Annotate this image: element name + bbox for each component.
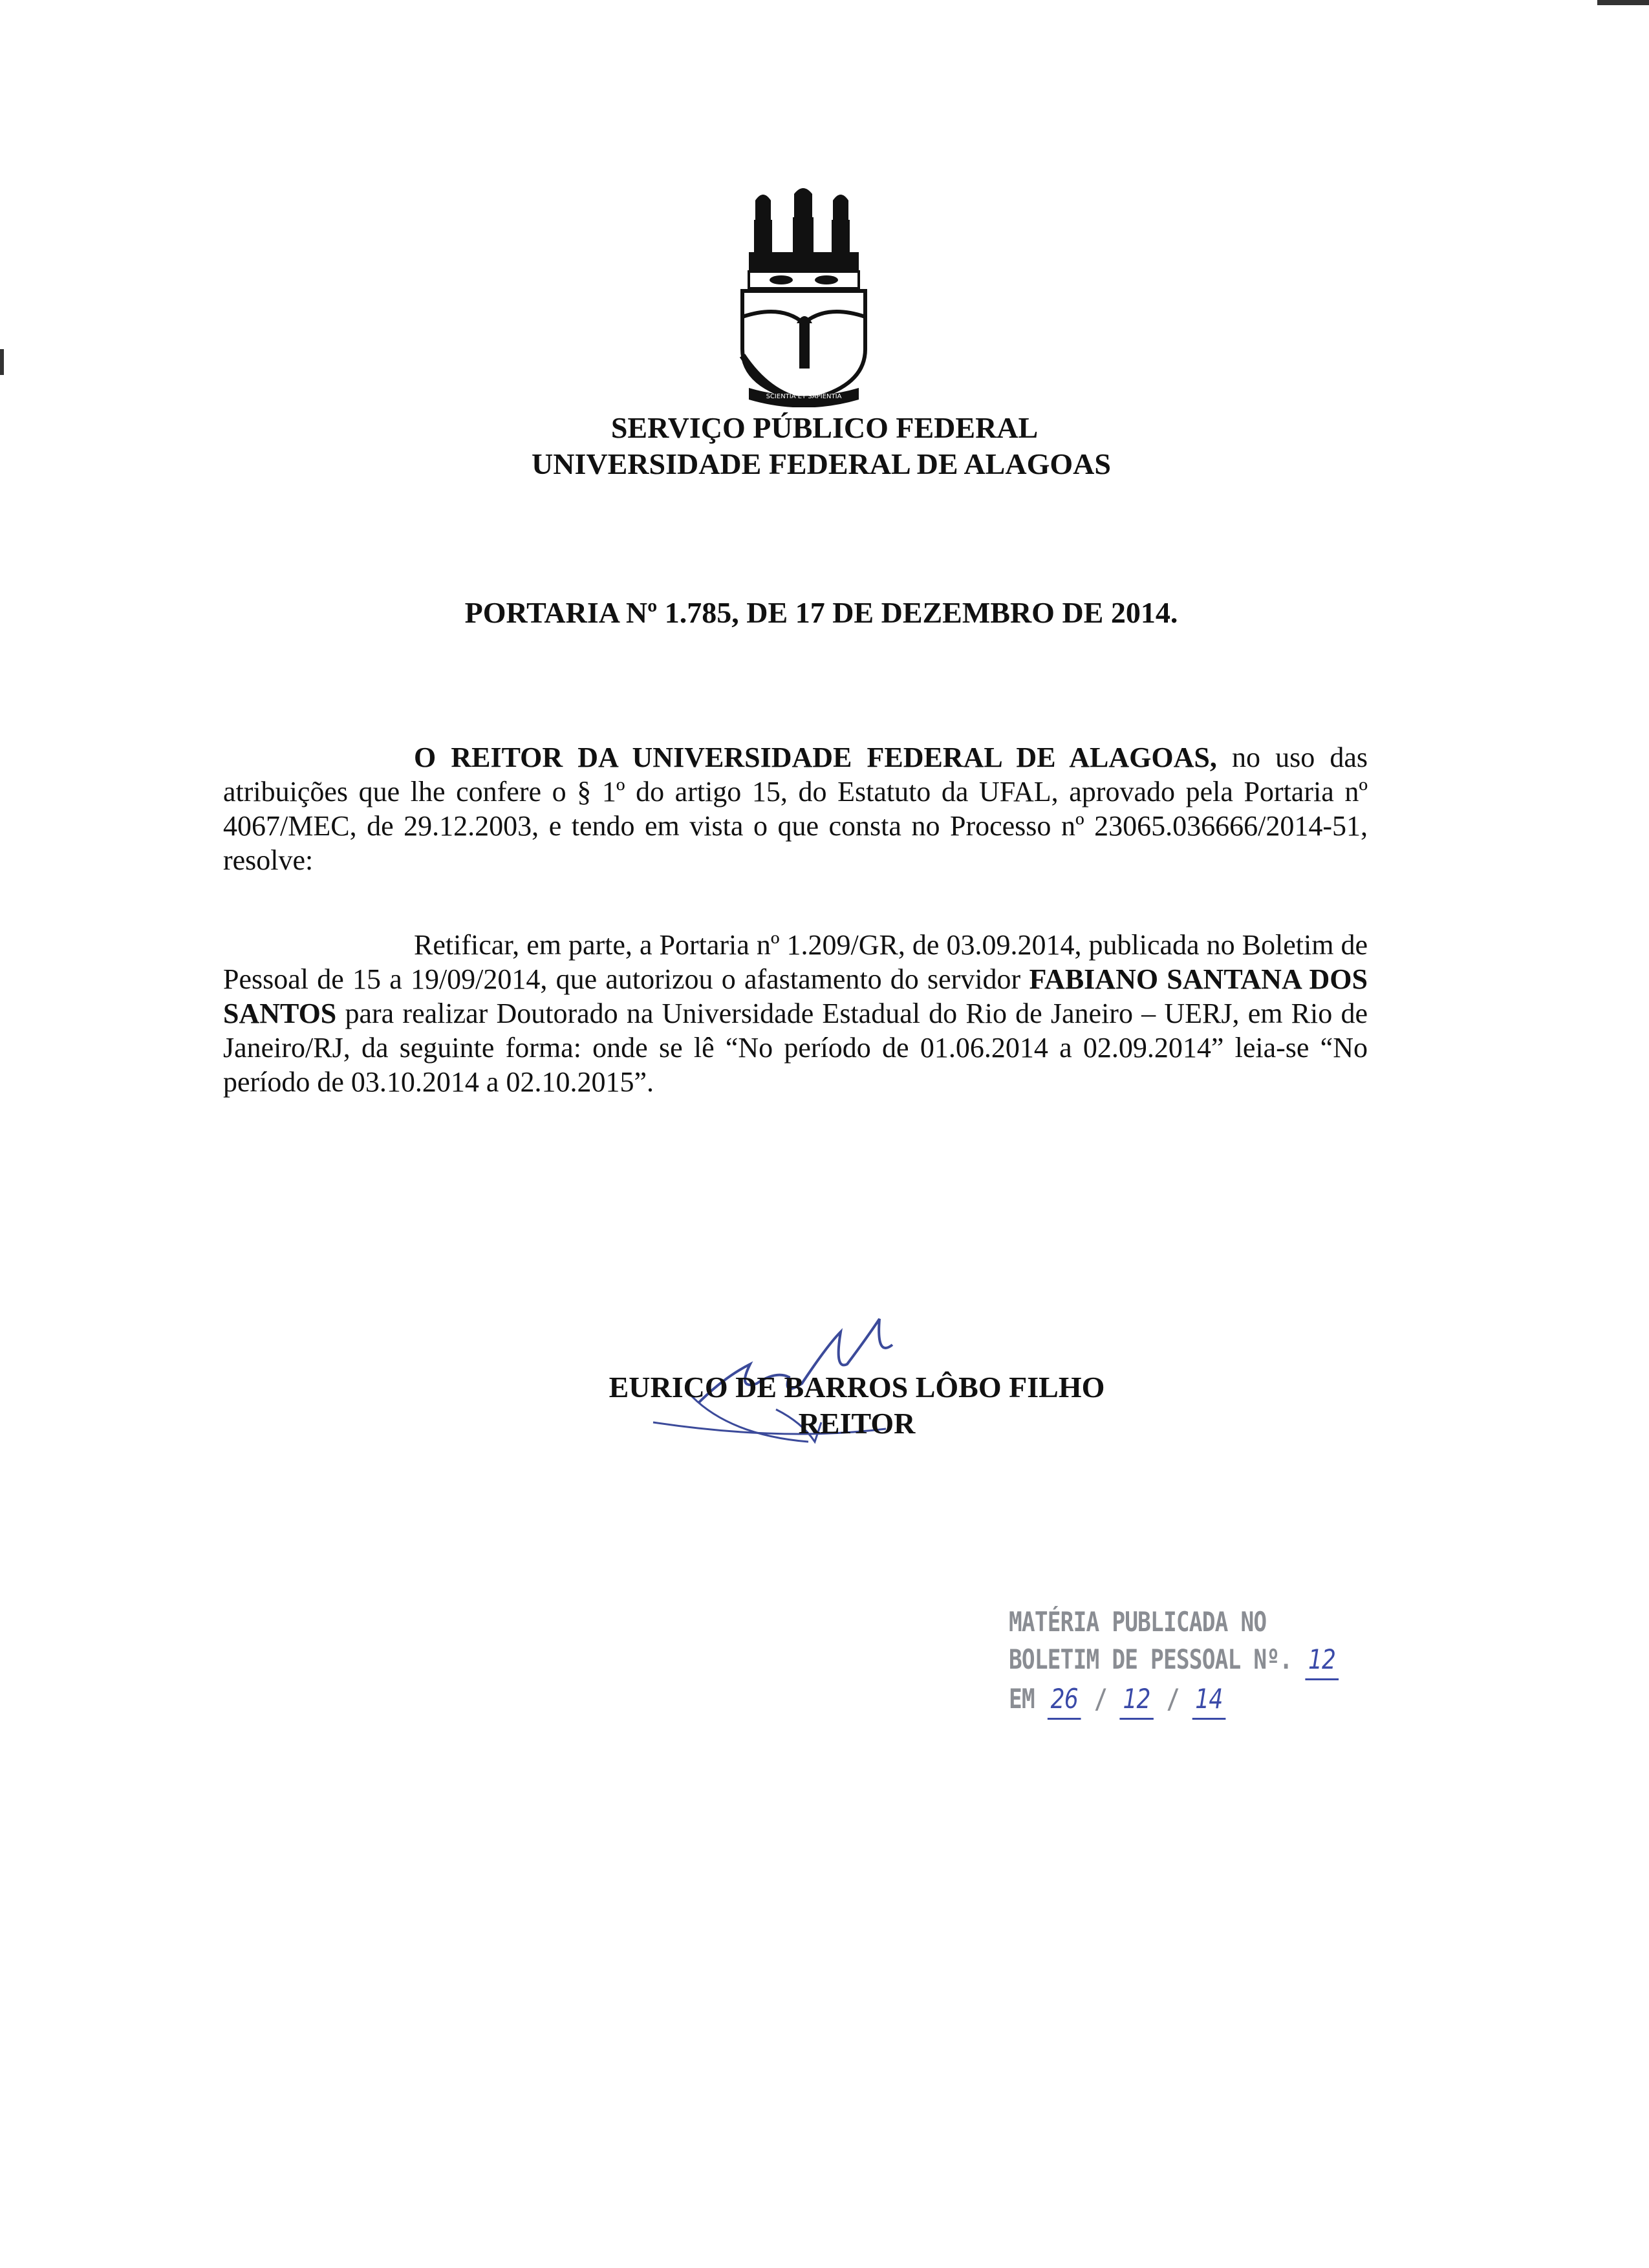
scan-edge-mark [0, 349, 4, 375]
crest-motto: SCIENTIA ET SAPIENTIA [766, 393, 842, 400]
signatory-name: EURICO DE BARROS LÔBO FILHO [609, 1371, 1105, 1404]
university-crest-logo [729, 187, 878, 407]
paragraph-resolution [223, 928, 1368, 1099]
stamp-line-2: BOLETIM DE PESSOAL Nº. [1009, 1643, 1293, 1675]
signatory-role: REITOR [798, 1407, 916, 1440]
stamp-month: 12 [1120, 1680, 1154, 1720]
scan-edge-mark [1597, 0, 1649, 5]
document-title: PORTARIA Nº 1.785, DE 17 DE DEZEMBRO DE 2014. [464, 596, 1178, 629]
stamp-line-3: EM [1009, 1683, 1035, 1715]
stamp-bulletin-number: 12 [1305, 1641, 1339, 1680]
resolution-text-a: Retificar, em parte, a Portaria nº 1.209/GR, de 03.09.2014, publicada no Boletim de Pessoal de 15 a 19/09/2014, que autorizou o afastamento do servidor [223, 929, 1368, 995]
stamp-day: 26 [1048, 1680, 1081, 1720]
publication-stamp: MATÉRIA PUBLICADA NO BOLETIM DE PESSOAL Nº. 12 EM 26 / 12 / 14 [1009, 1603, 1284, 1752]
paragraph-preamble [223, 740, 1368, 877]
employee-name: FABIANO SANTANA DOS SANTOS [223, 963, 1368, 1029]
stamp-line-1: MATÉRIA PUBLICADA NO [1009, 1606, 1267, 1638]
header-line-2: UNIVERSIDADE FEDERAL DE ALAGOAS [532, 447, 1111, 480]
preamble-text: no uso das atribuições que lhe confere o § 1º do artigo 15, do Estatuto da UFAL, aprovado pela Portaria nº 4067/MEC, de 29.12.2003, e tendo em vista o que consta no Processo nº 23065.036666/2014-51, resolve: [223, 742, 1368, 876]
preamble-bold: O REITOR DA UNIVERSIDADE FEDERAL DE ALAGOAS, [414, 742, 1217, 773]
signature-block [453, 1369, 1261, 1442]
header-line-1: SERVIÇO PÚBLICO FEDERAL [610, 411, 1039, 444]
stamp-year: 14 [1192, 1680, 1225, 1720]
resolution-text-b: para realizar Doutorado na Universidade Estadual do Rio de Janeiro – UERJ, em Rio de Janeiro/RJ, da seguinte forma: onde se lê “No período de 01.06.2014 a 02.09.2014” leia-se “No período de 03.10.2014 a 02.10.2015”. [223, 998, 1368, 1098]
